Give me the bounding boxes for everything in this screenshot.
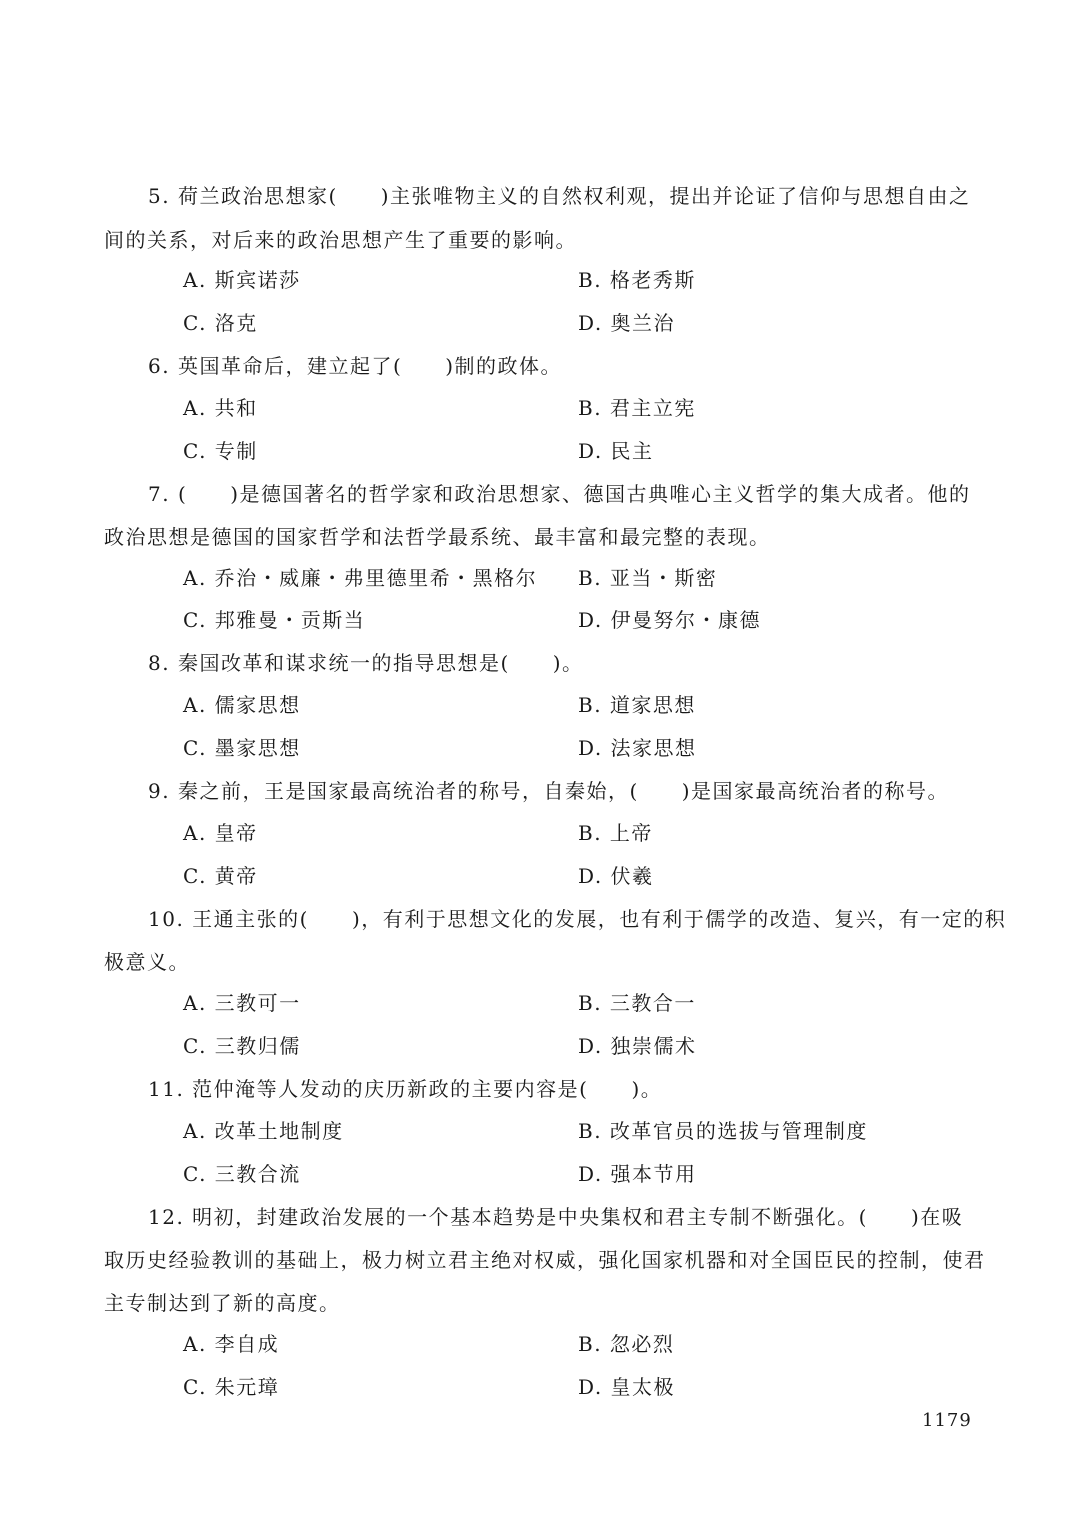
option-a: A. 共和: [183, 396, 258, 420]
question-text: 5. 荷兰政治思想家( )主张唯物主义的自然权利观，提出并论证了信仰与思想自由之: [148, 184, 971, 208]
option-a: A. 改革土地制度: [183, 1119, 344, 1143]
option-a: A. 儒家思想: [183, 693, 301, 717]
option-c: C. 洛克: [183, 311, 258, 335]
option-a: A. 三教可一: [183, 991, 301, 1015]
option-d: D. 皇太极: [578, 1375, 676, 1399]
option-d: D. 法家思想: [578, 736, 697, 760]
option-c: C. 专制: [183, 439, 258, 463]
option-c: C. 邦雅曼・贡斯当: [183, 608, 366, 632]
option-b: B. 格老秀斯: [578, 268, 696, 292]
question-text: 11. 范仲淹等人发动的庆历新政的主要内容是( )。: [148, 1077, 663, 1101]
option-b: B. 改革官员的选拔与管理制度: [578, 1119, 868, 1143]
question-text: 主专制达到了新的高度。: [104, 1291, 341, 1315]
question-text: 极意义。: [104, 950, 190, 974]
question-text: 12. 明初，封建政治发展的一个基本趋势是中央集权和君主专制不断强化。( )在吸: [148, 1205, 964, 1229]
page-number: 1179: [922, 1410, 972, 1431]
option-b: B. 上帝: [578, 821, 653, 845]
option-c: C. 朱元璋: [183, 1375, 280, 1399]
option-b: B. 君主立宪: [578, 396, 696, 420]
question-text: 6. 英国革命后，建立起了( )制的政体。: [148, 354, 563, 378]
option-c: C. 墨家思想: [183, 736, 301, 760]
option-b: B. 忽必烈: [578, 1332, 675, 1356]
question-text: 政治思想是德国的国家哲学和法哲学最系统、最丰富和最完整的表现。: [104, 525, 771, 549]
option-b: B. 道家思想: [578, 693, 696, 717]
option-c: C. 黄帝: [183, 864, 258, 888]
option-a: A. 斯宾诺莎: [183, 268, 301, 292]
option-a: A. 李自成: [183, 1332, 280, 1356]
option-d: D. 民主: [578, 439, 654, 463]
option-c: C. 三教归儒: [183, 1034, 301, 1058]
question-text: 间的关系，对后来的政治思想产生了重要的影响。: [104, 228, 577, 252]
question-text: 取历史经验教训的基础上，极力树立君主绝对权威，强化国家机器和对全国臣民的控制，使君: [104, 1248, 986, 1272]
question-text: 8. 秦国改革和谋求统一的指导思想是( )。: [148, 651, 584, 675]
question-text: 9. 秦之前，王是国家最高统治者的称号，自秦始，( )是国家最高统治者的称号。: [148, 779, 950, 803]
question-text: 10. 王通主张的( )，有利于思想文化的发展，也有利于儒学的改造、复兴，有一定的积: [148, 907, 1007, 931]
option-d: D. 奥兰治: [578, 311, 676, 335]
option-d: D. 伏羲: [578, 864, 654, 888]
option-a: A. 皇帝: [183, 821, 258, 845]
option-c: C. 三教合流: [183, 1162, 301, 1186]
option-d: D. 强本节用: [578, 1162, 697, 1186]
option-d: D. 伊曼努尔・康德: [578, 608, 762, 632]
option-d: D. 独崇儒术: [578, 1034, 697, 1058]
option-a: A. 乔治・威廉・弗里德里希・黑格尔: [183, 566, 538, 590]
option-b: B. 亚当・斯密: [578, 566, 718, 590]
question-text: 7. ( )是德国著名的哲学家和政治思想家、德国古典唯心主义哲学的集大成者。他的: [148, 482, 971, 506]
option-b: B. 三教合一: [578, 991, 696, 1015]
